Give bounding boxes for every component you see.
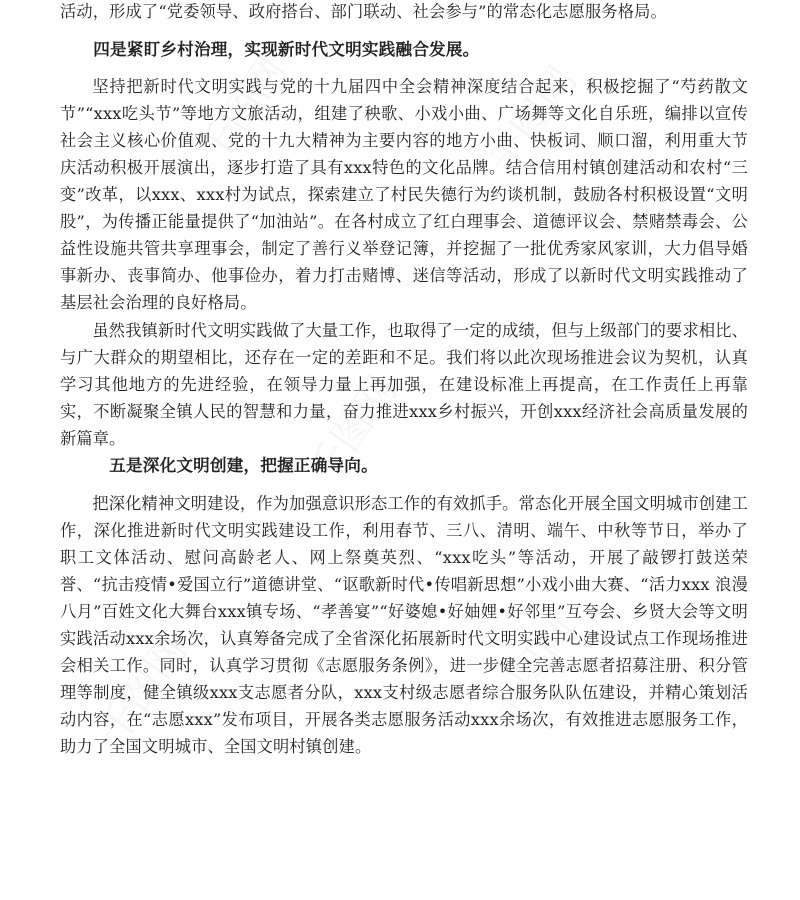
watermark: 千图网	[299, 368, 407, 493]
watermark: 千图网	[189, 48, 297, 173]
watermark: 千图网	[479, 608, 587, 733]
paragraph-summary: 虽然我镇新时代文明实践做了大量工作，也取得了一定的成绩，但与上级部门的要求相比、与广大群众的期望相比，还存在一定的差距和不足。我们将以此次现场推进会议为契机，认真学习其他地方的先进经验，在领导力量上再加强，在建设标准上再提高，在工作责任上再靠实，不断凝聚全镇人民的智慧和力量，奋力推进xxx乡村振兴，开创xxx经济社会高质量发展的新篇章。	[60, 321, 748, 448]
watermark: 千图网	[479, 58, 587, 183]
paragraph-civilization-creation: 把深化精神文明建设，作为加强意识形态工作的有效抓手。常态化开展全国文明城市创建工作，深化推进新时代文明实践建设工作，利用春节、三八、清明、端午、中秋等节日，举办了职工文体活动、慰问高龄老人、网上祭奠英烈、“xxx吃头”等活动，开展了敲锣打鼓送荣誉、“抗击疫情•爱国立行”道德讲堂、“讴歌新时代•传唱新思想”小戏小曲大赛、“活力xxx 浪漫八月”百姓文化大舞台xxx镇专场、“孝善宴”“好婆媳•好妯娌•好邻里”互夸会、乡贤大会等文明实践活动xxx余场次，认真筹备完成了全省深化拓展新时代文明实践中心建设试点工作现场推进会相关工作。同时，认真学习贯彻《志愿服务条例》，进一步健全完善志愿者招募注册、积分管理等制度，健全镇级xxx支志愿者分队，xxx支村级志愿者综合服务队队伍建设，并精心策划活动内容，在“志愿xxx”发布项目，开展各类志愿服务活动xxx余场次，有效推进志愿服务工作，助力了全国文明城市、全国文明村镇创建。	[60, 494, 748, 756]
paragraph-rural-governance: 坚持把新时代文明实践与党的十九届四中全会精神深度结合起来，积极挖掘了“芍药散文节”“xxx吃头节”等地方文旅活动，组建了秧歌、小戏小曲、广场舞等文化自乐班，编排以宣传社会主义核心价值观、党的十九大精神为主要内容的地方小曲、快板词、顺口溜，利用重大节庆活动积极开展演出，逐步打造了具有xxx特色的文化品牌。结合信用村镇创建活动和农村“三变”改革，以xxx、xxx村为试点，探索建立了村民失德行为约谈机制，鼓励各村积极设置“文明股”，为传播正能量提供了“加油站”。在各村成立了红白理事会、道德评议会、禁赌禁毒会、公益性设施共管共享理事会，制定了善行义举登记簿，并挖掘了一批优秀家风家训，大力倡导婚事新办、丧事简办、他事俭办，着力打击赌博、迷信等活动，形成了以新时代文明实践推动了基层社会治理的良好格局。	[60, 77, 748, 312]
section-heading-4: 四是紧盯乡村治理，实现新时代文明实践融合发展。	[93, 39, 480, 59]
paragraph-continuation: 活动，形成了“党委领导、政府搭台、部门联动、社会参与”的常态化志愿服务格局。	[60, 2, 667, 21]
section-heading-5: 五是深化文明创建，把握正确导向。	[109, 455, 378, 475]
watermark: 千图网	[89, 628, 197, 753]
